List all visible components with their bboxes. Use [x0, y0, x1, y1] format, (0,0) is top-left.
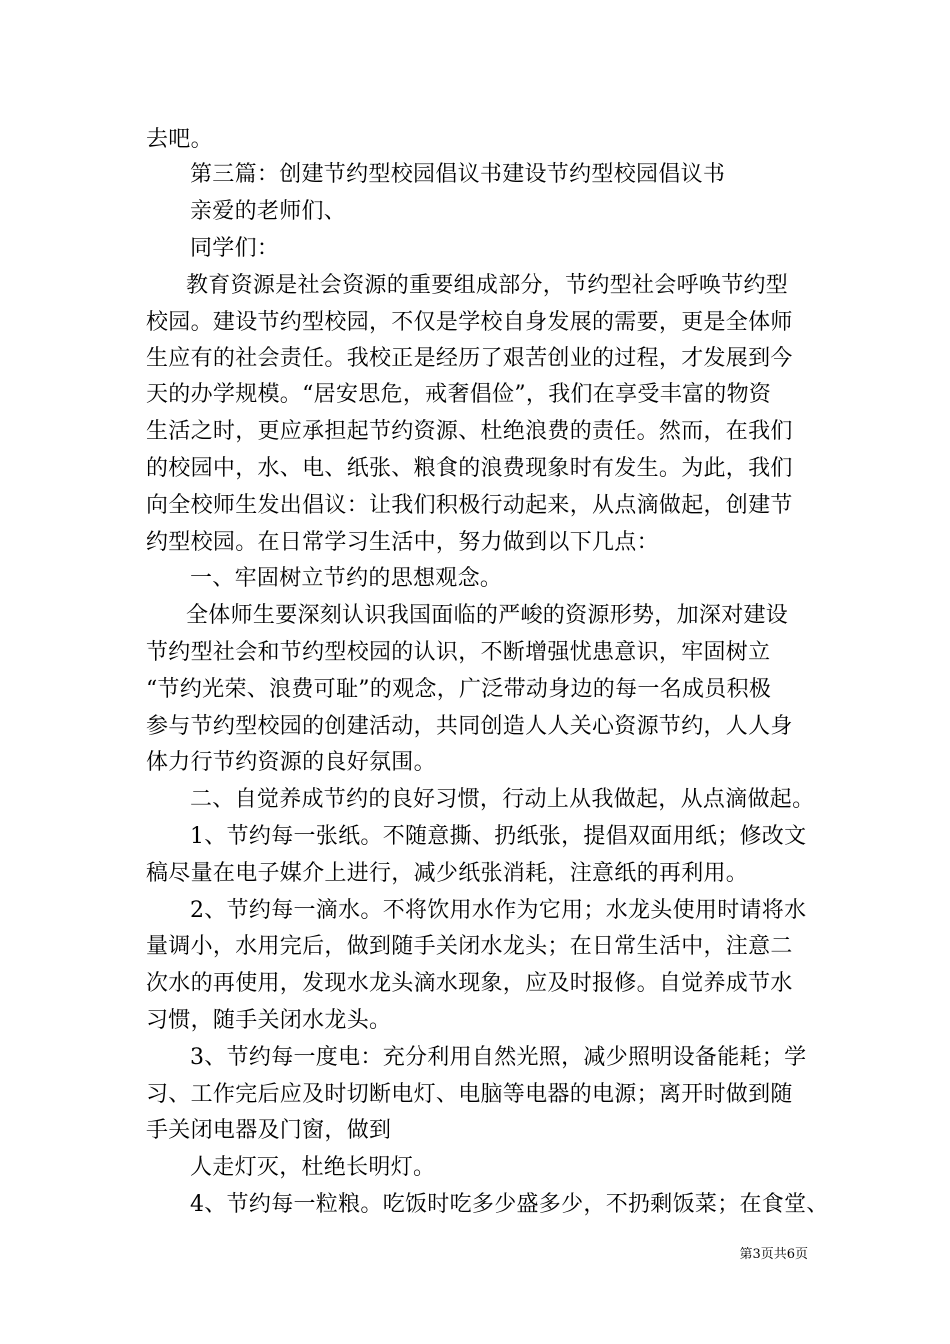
paragraph-line: 校园。建设节约型校园，不仅是学校自身发展的需要，更是全体师	[146, 310, 793, 335]
list-item-line: 手关闭电器及门窗，做到	[146, 1118, 392, 1143]
text-line-continuation: 去吧。	[146, 127, 213, 152]
list-heading: 二、自觉养成节约的良好习惯，行动上从我做起，从点滴做起。	[190, 787, 815, 812]
salutation-line: 亲爱的老师们、	[190, 199, 347, 224]
list-item-line: 1、节约每一张纸。不随意撕、扔纸张，提倡双面用纸；修改文	[190, 824, 807, 849]
list-item-line: 习、工作完后应及时切断电灯、电脑等电器的电源；离开时做到随	[146, 1082, 793, 1107]
paragraph-line: 教育资源是社会资源的重要组成部分，节约型社会呼唤节约型	[186, 273, 789, 298]
paragraph-line: “节约光荣、浪费可耻”的观念，广泛带动身边的每一名成员积极	[146, 677, 772, 702]
list-item-line: 2、节约每一滴水。不将饮用水作为它用；水龙头使用时请将水	[190, 898, 807, 923]
list-item-line: 稿尽量在电子媒介上进行，减少纸张消耗，注意纸的再利用。	[146, 861, 749, 886]
paragraph-line: 节约型社会和节约型校园的认识，不断增强忧患意识，牢固树立	[146, 640, 771, 665]
paragraph-line: 体力行节约资源的良好氛围。	[146, 750, 436, 775]
paragraph-line: 生应有的社会责任。我校正是经历了艰苦创业的过程，才发展到今	[146, 346, 793, 371]
list-heading: 一、牢固树立节约的思想观念。	[190, 566, 503, 591]
salutation-line: 同学们：	[190, 236, 280, 261]
page-number-footer: 第3页共6页	[739, 1247, 808, 1262]
section-heading: 第三篇：创建节约型校园倡议书建设节约型校园倡议书	[190, 162, 726, 187]
paragraph-line: 全体师生要深刻认识我国面临的严峻的资源形势，加深对建设	[186, 603, 789, 628]
list-item-line: 次水的再使用，发现水龙头滴水现象，应及时报修。自觉养成节水	[146, 971, 793, 996]
paragraph-line: 天的办学规模。“居安思危，戒奢倡俭”，我们在享受丰富的物资	[146, 382, 772, 407]
list-item-line: 人走灯灭，杜绝长明灯。	[190, 1155, 436, 1180]
paragraph-line: 生活之时，更应承担起节约资源、杜绝浪费的责任。然而，在我们	[146, 419, 793, 444]
paragraph-line: 向全校师生发出倡议：让我们积极行动起来，从点滴做起，创建节	[146, 493, 793, 518]
list-item-line: 习惯，随手关闭水龙头。	[146, 1008, 392, 1033]
paragraph-line: 的校园中，水、电、纸张、粮食的浪费现象时有发生。为此，我们	[146, 456, 793, 481]
list-item-line: 4、节约每一粒粮。吃饭时吃多少盛多少，不扔剩饭菜；在食堂、	[190, 1192, 829, 1217]
list-item-line: 量调小，水用完后，做到随手关闭水龙头；在日常生活中，注意二	[146, 934, 793, 959]
list-item-line: 3、节约每一度电：充分利用自然光照，减少照明设备能耗；学	[190, 1045, 807, 1070]
paragraph-line: 约型校园。在日常学习生活中，努力做到以下几点：	[146, 530, 659, 555]
paragraph-line: 参与节约型校园的创建活动，共同创造人人关心资源节约，人人身	[146, 714, 793, 739]
